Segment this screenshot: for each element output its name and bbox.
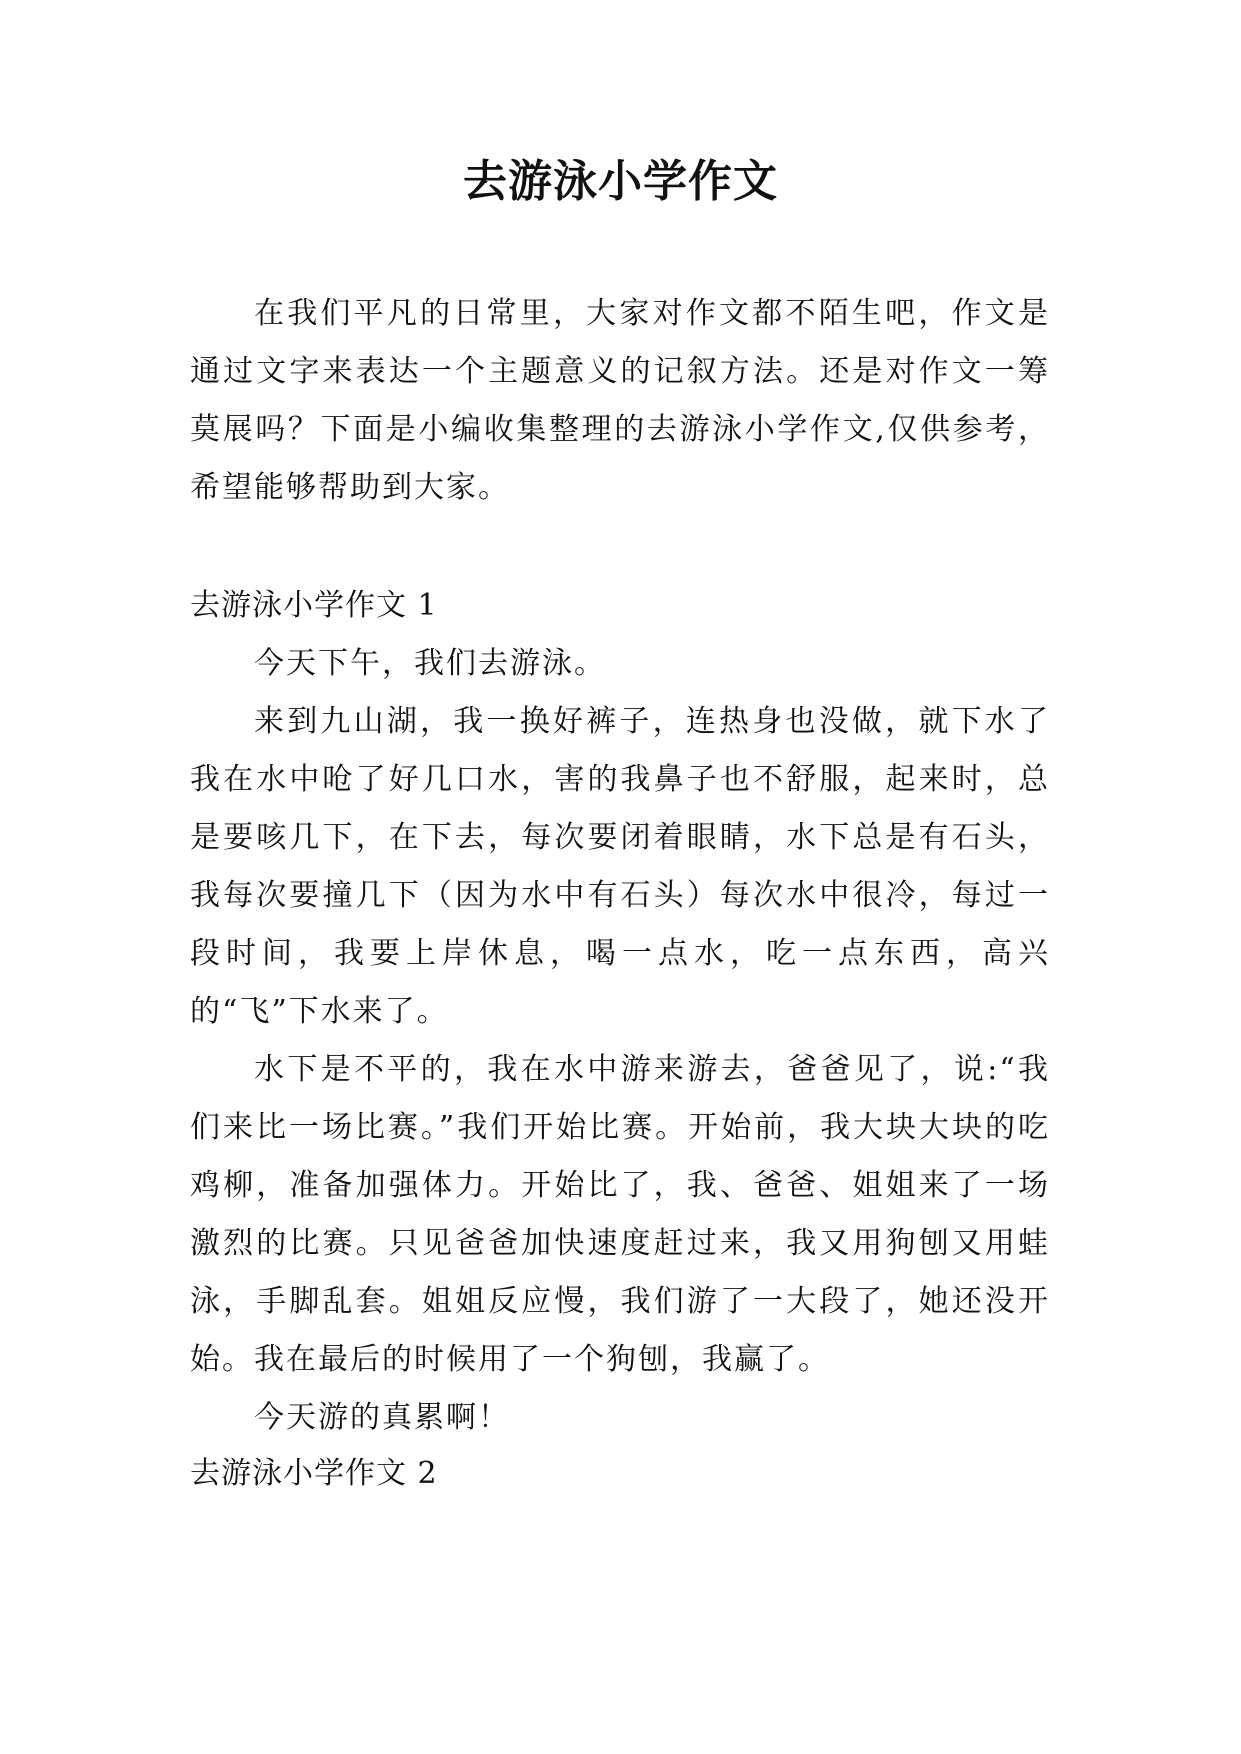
section-paragraph: 今天游的真累啊！ [254,1400,510,1435]
section-paragraph: 今天下午，我们去游泳。 [254,646,606,681]
essay-section-1 [190,577,1050,1447]
intro-paragraph: 在我们平凡的日常里，大家对作文都不陌生吧，作文是通过文字来表达一个主题意义的记叙方法。还是对作文一筹莫展吗？下面是小编收集整理的去游泳小学作文,仅供参考，希望能够帮助到大家。 [190,296,1050,505]
section-paragraph: 水下是不平的，我在水中游来游去，爸爸见了，说:“我们来比一场比赛。”我们开始比赛。开始前，我大块大块的吃鸡柳，准备加强体力。开始比了，我、爸爸、姐姐来了一场激烈的比赛。只见爸爸加快速度赶过来，我又用狗刨又用蛙泳，手脚乱套。姐姐反应慢，我们游了一大段了，她还没开始。我在最后的时候用了一个狗刨，我赢了。 [190,1052,1050,1377]
document-title: 去游泳小学作文 [463,156,778,207]
section-heading: 去游泳小学作文 1 [190,588,438,623]
intro-block [190,285,1050,517]
section-paragraph: 来到九山湖，我一换好裤子，连热身也没做，就下水了我在水中呛了好几口水，害的我鼻子也不舒服，起来时，总是要咳几下，在下去，每次要闭着眼睛，水下总是有石头，我每次要撞几下（因为水中有石头）每次水中很冷，每过一段时间，我要上岸休息，喝一点水，吃一点东西，高兴的“飞”下水来了。 [190,704,1050,1029]
essay-section-2 [190,1445,1050,1503]
section-heading: 去游泳小学作文 2 [190,1456,438,1491]
